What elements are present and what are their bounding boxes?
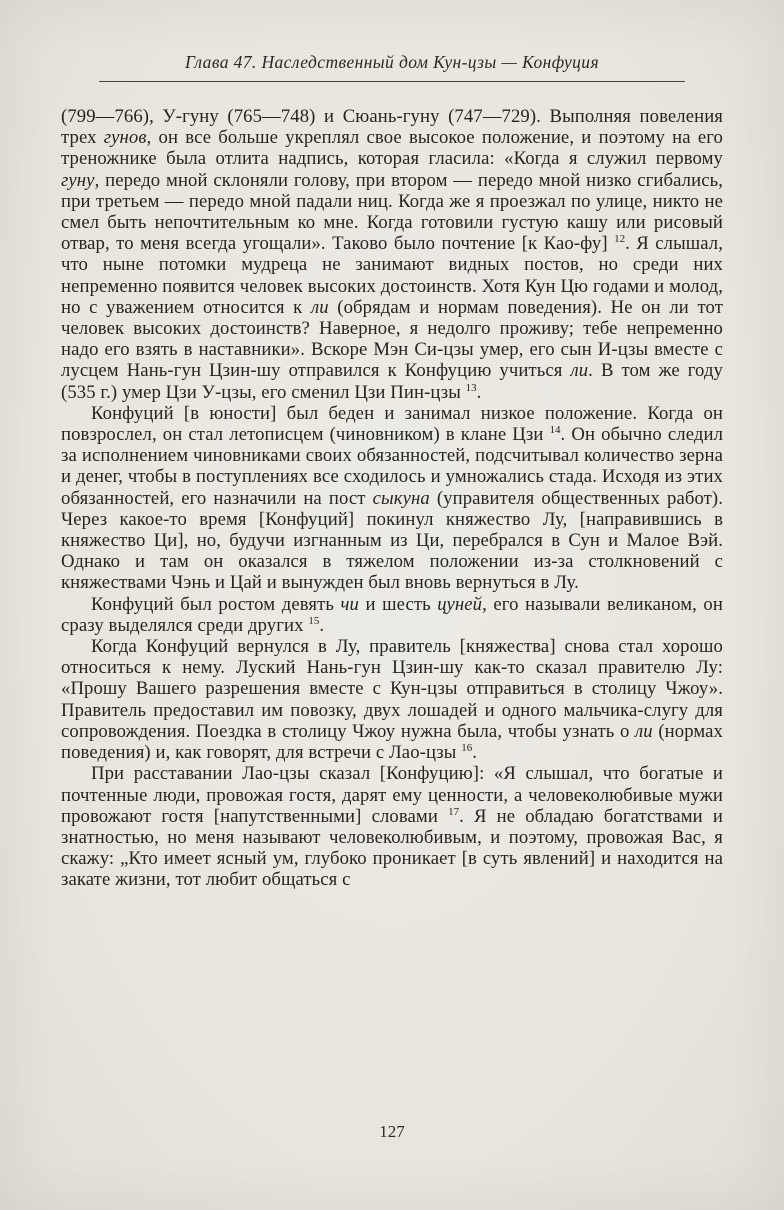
text-run: (799—766), У-гуну (765—748) и Сюань-гуну (747—729). Выполняя повеления трех — [61, 106, 723, 149]
text-run: чи — [340, 593, 359, 615]
text-block — [61, 106, 723, 891]
page-number: 127 — [379, 1122, 405, 1141]
footnote-ref: 12 — [614, 232, 626, 245]
text-run: ли — [310, 296, 329, 318]
text-run: гуну — [61, 169, 95, 191]
text-run: (обрядам и нормам поведения). Не он ли тот человек высоких достоинств? Наверное, я недолго проживу; тебе непременно надо его взять в наставники». Вскоре Мэн Си-цзы умер, его сын И-цзы вместе с лусцем Нань-гун Цзин-шу отправился к Конфуцию учиться — [61, 296, 723, 382]
footnote-ref: 15 — [308, 614, 320, 627]
text-run: . Я не обладаю богатствами и знатностью, но меня называют человеколюбивым, и поэтому, провожая Вас, я скажу: „Кто имеет ясный ум, глубоко проникает [в суть явлений] и находится на закате жизни, тот любит общаться с — [61, 805, 723, 891]
text-run: гунов — [103, 127, 147, 149]
text-run: (управителя общественных работ). Через какое-то время [Конфуций] покинул княжество Лу, [направившись в княжество Ци], но, будучи изгнанным из Ци, перебрался в Сун и Малое Вэй. Однако и там он оказался в тяжелом положении из-за столкновений с княжествами Чэнь и Цай и вынужден был вновь вернуться в Лу. — [61, 487, 724, 594]
text-run: , он все больше укреплял свое высокое положение, и поэтому на его треножнике была отлита надпись, которая гласила: «Когда я служил первому — [61, 127, 723, 170]
footnote-ref: 17 — [448, 805, 460, 818]
text-run: ли — [635, 720, 653, 742]
text-run: . В том же году (535 г.) умер Цзи У-цзы, его сменил Цзи Пин-цзы — [61, 360, 724, 403]
footnote-ref: 16 — [461, 741, 473, 754]
footnote-ref: 13 — [465, 381, 477, 394]
footnote-ref: 14 — [549, 423, 561, 436]
paragraph — [61, 594, 723, 636]
running-header — [0, 52, 784, 82]
paragraph — [61, 403, 723, 594]
paragraph — [61, 106, 723, 403]
text-run: . Я слышал, что ныне потомки мудреца не занимают видных постов, но среди них непременно появится человек высоких достоинств. Хотя Кун Цю годами и молод, но с уважением относится к — [61, 233, 723, 318]
paragraph — [61, 636, 723, 763]
chapter-title: Глава 47. Наследственный дом Кун-цзы — Конфуция — [185, 52, 599, 72]
text-run: При расставании Лао-цзы сказал [Конфуцию]: «Я слышал, что богатые и почтенные люди, провожая гостя, дарят ему ценности, а человеколюбивые мужи провожают гостя [напутственными] словами — [61, 763, 723, 827]
text-run: . — [476, 381, 482, 403]
text-run: , передо мной склоняли голову, при втором — передо мной низко сгибались, при третьем — передо мной падали ниц. Когда же я проезжал по улице, никто не смел быть непочтительным ко мне. Когда готовили густую кашу или рисовый отвар, то меня всегда угощали». Таково было почтение [к Као-фу] — [61, 169, 723, 255]
text-run: . — [472, 742, 477, 764]
text-run: . — [319, 614, 325, 636]
text-run: . Он обычно следил за исполнением чиновниками своих обязанностей, подсчитывал количество зерна и денег, чтобы в поступлениях все сходилось и умножались стада. Исходя из этих обязанностей, его назначили на пост — [61, 424, 723, 509]
text-run: Когда Конфуций вернулся в Лу, правитель [княжества] снова стал хорошо относиться к нему. Луский Нань-гун Цзин-шу как-то сказал правителю Лу: «Прошу Вашего разрешения вместе с Кун-цзы отправиться в столицу Чжоу». Правитель предоставил им повозку, двух лошадей и одного мальчика-слугу для сопровождения. Поездка в столицу Чжоу нужна была, чтобы узнать о — [61, 636, 723, 742]
text-run: цуней — [437, 593, 483, 615]
text-run: сыкуна — [372, 487, 430, 509]
text-run: и шесть — [358, 593, 438, 615]
text-run: ли — [570, 360, 589, 382]
header-rule — [99, 81, 685, 82]
text-run: (нормах поведения) и, как говорят, для встречи с Лао-цзы — [61, 720, 723, 764]
paragraph — [61, 763, 723, 890]
text-run: Конфуций [в юности] был беден и занимал низкое положение. Когда он повзрослел, он стал летописцем (чиновником) в клане Цзи — [61, 402, 723, 446]
text-run: Конфуций был ростом девять — [91, 593, 341, 615]
text-run: , его называли великаном, он сразу выделялся среди других — [61, 593, 723, 636]
